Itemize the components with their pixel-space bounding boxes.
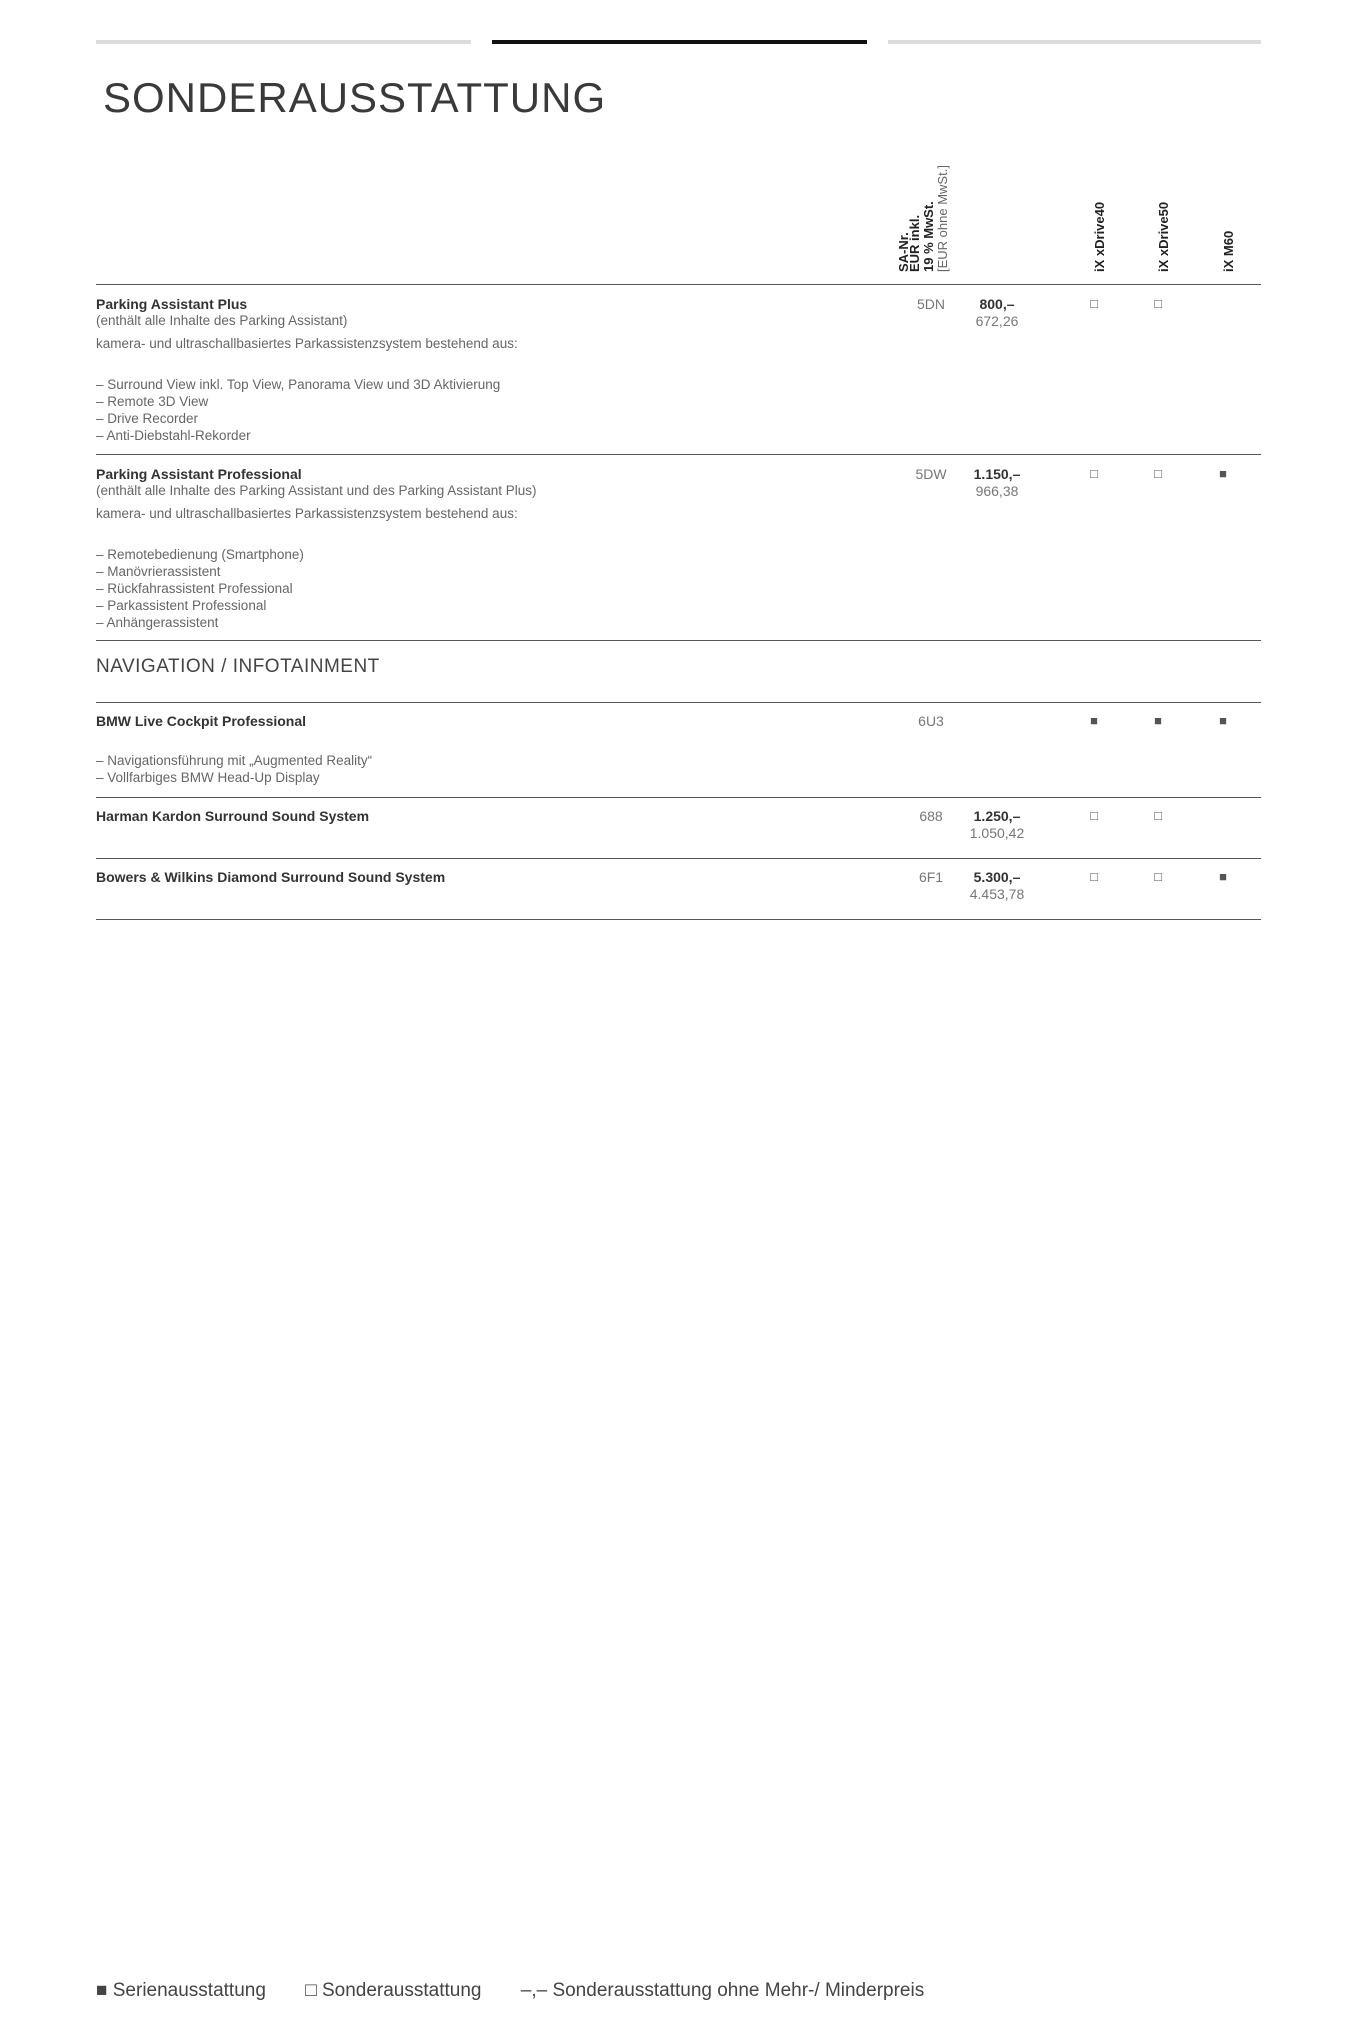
option-note: (enthält alle Inhalte des Parking Assistant)	[96, 313, 348, 328]
option-name: BMW Live Cockpit Professional	[96, 713, 307, 729]
column-header-model-2: iX xDrive50	[1156, 201, 1171, 272]
divider	[96, 919, 1261, 920]
option-code: 6U3	[918, 713, 944, 729]
availability-mark: □	[1090, 869, 1098, 884]
list-item: – Navigationsführung mit „Augmented Reality“	[96, 753, 373, 768]
list-item: – Anti-Diebstahl-Rekorder	[96, 428, 251, 443]
option-name: Bowers & Wilkins Diamond Surround Sound System	[96, 869, 446, 885]
option-price: 800,– 672,26	[975, 296, 1019, 329]
availability-mark: □	[1090, 466, 1098, 481]
column-header-model-3: iX M60	[1221, 230, 1236, 272]
option-feature-list	[96, 376, 500, 444]
availability-mark: □	[1154, 808, 1162, 823]
option-feature-list	[96, 752, 372, 786]
option-description: kamera- und ultraschallbasiertes Parkassistenzsystem bestehend aus:	[96, 336, 518, 351]
page-indicator-segment	[888, 40, 1261, 44]
option-price: 1.150,– 966,38	[973, 466, 1021, 499]
divider	[96, 284, 1261, 285]
availability-mark: □	[1154, 296, 1162, 311]
page-indicator-segment	[96, 40, 471, 44]
legend-no-cost: –,– Sonderausstattung ohne Mehr-/ Minderpreis	[520, 1980, 925, 2001]
option-code: 688	[919, 808, 943, 824]
option-price: 1.250,– 1.050,42	[969, 808, 1025, 841]
option-code: 5DW	[915, 466, 947, 482]
option-note: (enthält alle Inhalte des Parking Assistant und des Parking Assistant Plus)	[96, 483, 537, 498]
legend-standard: ■ Serienausstattung	[96, 1980, 266, 2001]
divider	[96, 454, 1261, 455]
page-title: SONDERAUSSTATTUNG	[103, 74, 607, 121]
legend	[96, 1980, 958, 2002]
availability-mark: ■	[1090, 713, 1098, 728]
page-indicator-segment-active	[492, 40, 867, 44]
availability-mark: ■	[1154, 713, 1162, 728]
availability-mark: ■	[1219, 713, 1227, 728]
option-description: kamera- und ultraschallbasiertes Parkassistenzsystem bestehend aus:	[96, 506, 518, 521]
option-name: Parking Assistant Professional	[96, 466, 302, 482]
option-name: Parking Assistant Plus	[96, 296, 248, 312]
availability-mark: □	[1090, 296, 1098, 311]
availability-mark: □	[1154, 466, 1162, 481]
list-item: – Parkassistent Professional	[96, 598, 267, 613]
list-item: – Drive Recorder	[96, 411, 199, 426]
legend-optional: □ Sonderausstattung	[305, 1980, 482, 2001]
divider	[96, 640, 1261, 641]
availability-mark: □	[1154, 869, 1162, 884]
section-heading: NAVIGATION / INFOTAINMENT	[96, 656, 380, 677]
list-item: – Remotebedienung (Smartphone)	[96, 547, 304, 562]
option-code: 5DN	[916, 296, 945, 312]
list-item: – Vollfarbiges BMW Head-Up Display	[96, 770, 320, 785]
divider	[96, 858, 1261, 859]
option-code: 6F1	[918, 869, 944, 885]
availability-mark: ■	[1219, 869, 1227, 884]
list-item: – Manövrierassistent	[96, 564, 221, 579]
divider	[96, 702, 1261, 703]
availability-mark: □	[1090, 808, 1098, 823]
column-header-sa-nr: SA-Nr.	[896, 232, 911, 272]
list-item: – Remote 3D View	[96, 394, 209, 409]
option-feature-list	[96, 546, 304, 631]
list-item: – Surround View inkl. Top View, Panorama View und 3D Aktivierung	[96, 377, 501, 392]
column-header-model-1: iX xDrive40	[1092, 201, 1107, 272]
option-name: Harman Kardon Surround Sound System	[96, 808, 370, 824]
list-item: – Rückfahrassistent Professional	[96, 581, 293, 596]
list-item: – Anhängerassistent	[96, 615, 219, 630]
divider	[96, 797, 1261, 798]
option-price: 5.300,– 4.453,78	[969, 869, 1025, 902]
page-indicator	[96, 40, 1261, 46]
availability-mark: ■	[1219, 466, 1227, 481]
column-header-price: EUR inkl. 19 % MwSt. [EUR ohne MwSt.]	[907, 165, 950, 272]
